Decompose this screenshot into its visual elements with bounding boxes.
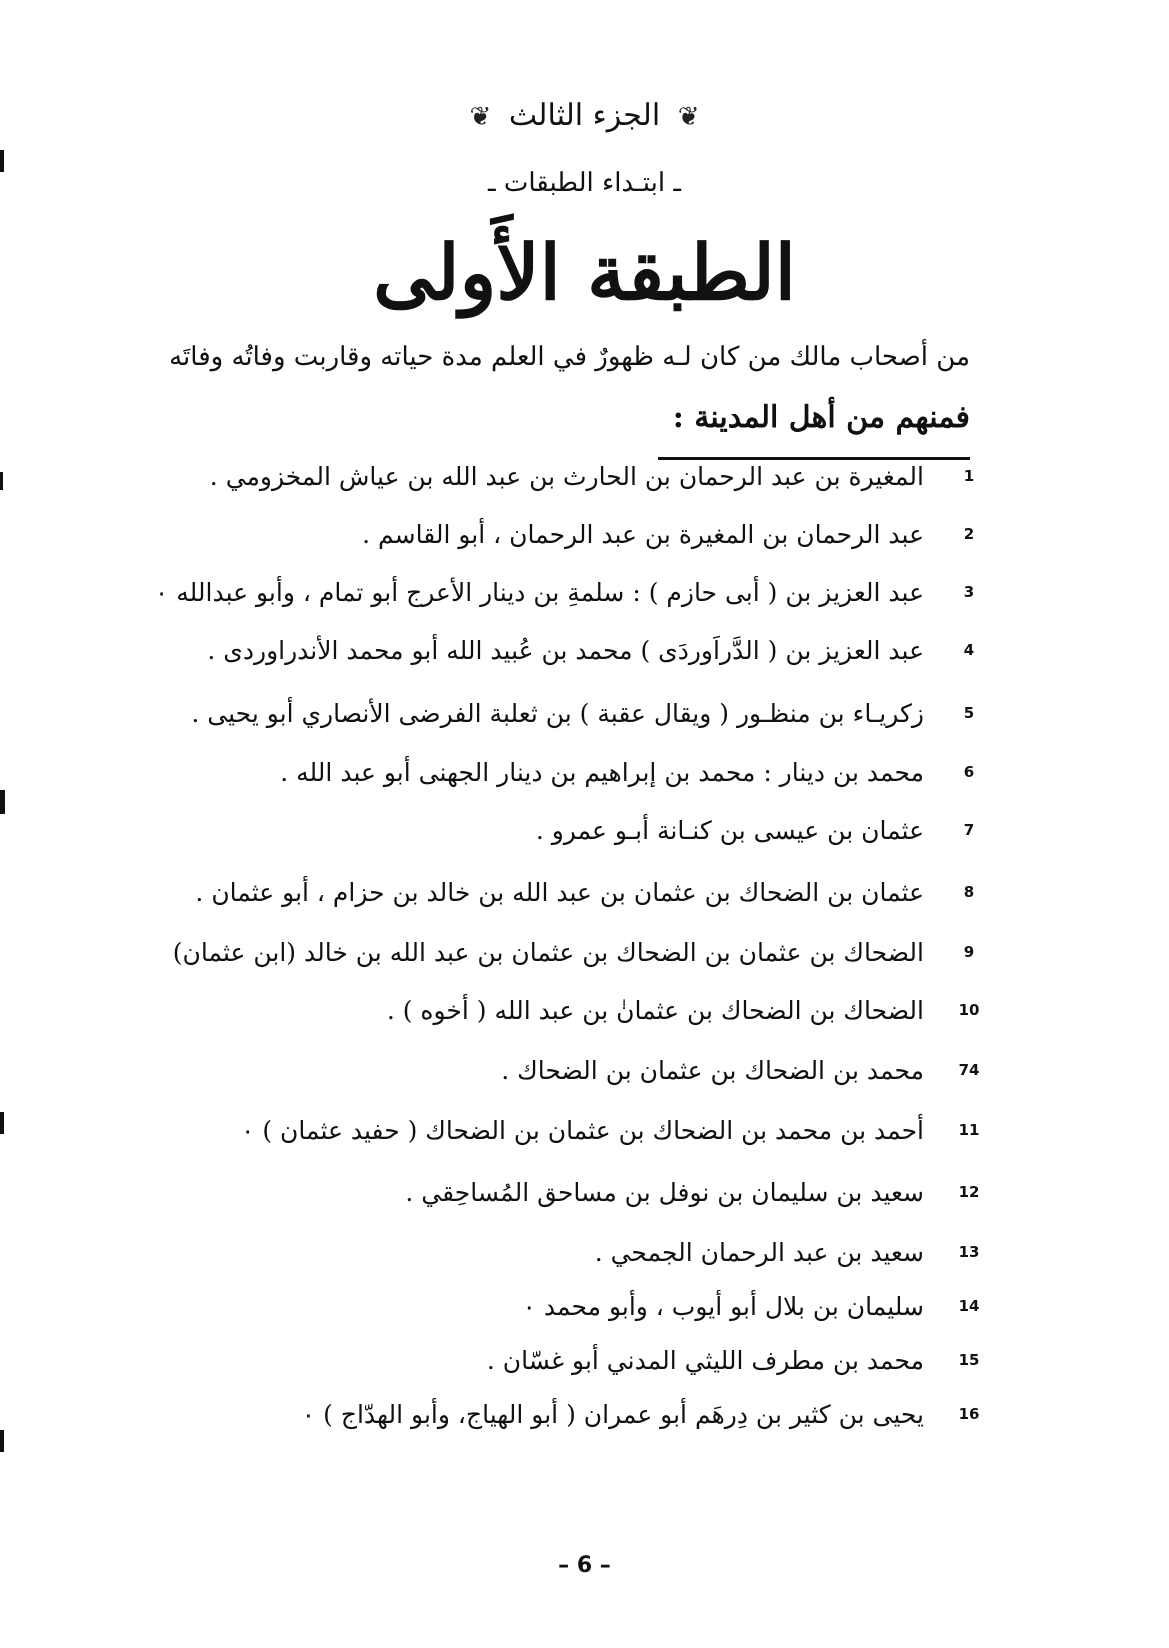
intro-heading: فمنهم من أهل المدينة : (672, 400, 970, 435)
intro-line: من أصحاب مالك من كان لـه ظهورٌ في العلم مدة حياته وقاربت وفاتُه وفاتَه (169, 342, 970, 372)
list-item (160, 1394, 1004, 1434)
entry-number: 11 (958, 1121, 980, 1139)
entry-number: 3 (963, 583, 975, 601)
list-item (160, 810, 1004, 850)
entry-number: 10 (958, 1001, 980, 1019)
list-item (154, 572, 1004, 612)
entry-text: يحيى بن كثير بن دِرهَم أبو عمران ( أبو الهياج، وأبو الهدّاج ) ٠ (301, 1399, 924, 1429)
entry-text: أحمد بن محمد بن الضحاك بن عثمان بن الضحاك ( حفيد عثمان ) ٠ (240, 1115, 924, 1145)
list-item (160, 752, 1004, 792)
entry-number: 7 (963, 821, 975, 839)
entry-text: زكريـاء بن منظـور ( ويقال عقبة ) بن ثعلبة الفرضى الأنصاري أبو يحيى . (191, 698, 924, 728)
entry-text: سعيد بن عبد الرحمان الجمحي . (594, 1237, 924, 1267)
entry-number: 4 (963, 641, 975, 659)
entry-number: 14 (958, 1297, 980, 1315)
entry-text: محمد بن مطرف الليثي المدني أبو غسّان . (486, 1345, 924, 1375)
part-title (0, 98, 1169, 133)
entry-number: 8 (963, 883, 975, 901)
part-title-text: الجزء الثالث (508, 98, 661, 133)
list-item (160, 456, 1004, 496)
entry-number: 2 (963, 525, 975, 543)
entry-text: عبد العزيز بن ( أبى حازم ) : سلمةِ بن دينار الأعرج أبو تمام ، وأبو عبدالله ٠ (154, 577, 924, 607)
list-item (160, 1050, 1004, 1090)
entry-number: 74 (958, 1061, 980, 1079)
entry-text: المغيرة بن عبد الرحمان بن الحارث بن عبد الله بن عياش المخزومي . (209, 461, 924, 491)
entry-number: 9 (963, 943, 975, 961)
scan-mark (0, 1112, 4, 1134)
list-item (160, 872, 1004, 912)
entry-text: الضحاك بن عثمان بن الضحاك بن عثمان بن عبد الله بن خالد (ابن عثمان) (172, 937, 924, 967)
ornament-icon: ❦ (469, 102, 492, 132)
entry-number: 13 (958, 1243, 980, 1261)
entry-text: عثمان بن عيسى بن كنـانة أبـو عمرو . (535, 815, 924, 845)
entry-number: 12 (958, 1183, 980, 1201)
entry-number: 5 (963, 704, 975, 722)
list-item (160, 630, 1004, 670)
entry-text: سليمان بن بلال أبو أيوب ، وأبو محمد ٠ (522, 1291, 924, 1321)
list-item (160, 1110, 1004, 1150)
scan-mark (0, 1430, 4, 1452)
list-item (160, 514, 1004, 554)
list-item (160, 1286, 1004, 1326)
list-item (160, 693, 1004, 733)
list-item (160, 932, 1004, 972)
entry-text: عبد العزيز بن ( الدَّراَوردَى ) محمد بن عُبيد الله أبو محمد الأندراوردى . (207, 635, 924, 665)
scan-mark (0, 150, 4, 172)
entry-number: 6 (963, 763, 975, 781)
entry-number: 1 (963, 467, 975, 485)
page-number: – 6 – (558, 1553, 611, 1578)
entry-text: محمد بن دينار : محمد بن إبراهيم بن دينار الجهنى أبو عبد الله . (280, 757, 924, 787)
ornament-icon: ❦ (677, 102, 700, 132)
entry-number: 16 (958, 1405, 980, 1423)
section-subtitle: ـ ابتـداء الطبقات ـ (488, 168, 681, 198)
list-item (160, 1232, 1004, 1272)
page-title: الطبقة الأَولى (373, 228, 796, 317)
list-item (160, 1340, 1004, 1380)
entry-text: عبد الرحمان بن المغيرة بن عبد الرحمان ، أبو القاسم . (362, 519, 924, 549)
entry-number: 15 (958, 1351, 980, 1369)
list-item (160, 1172, 1004, 1212)
entry-text: الضحاك بن الضحاك بن عثمانٰ بن عبد الله ( أخوه ) . (386, 995, 924, 1025)
list-item (160, 990, 1004, 1030)
scan-mark (0, 472, 3, 490)
scan-mark (0, 790, 5, 814)
entry-text: عثمان بن الضحاك بن عثمان بن عبد الله بن خالد بن حزام ، أبو عثمان . (195, 877, 924, 907)
entry-text: محمد بن الضحاك بن عثمان بن الضحاك . (501, 1055, 924, 1085)
entry-text: سعيد بن سليمان بن نوفل بن مساحق المُساحِقي . (405, 1177, 924, 1207)
